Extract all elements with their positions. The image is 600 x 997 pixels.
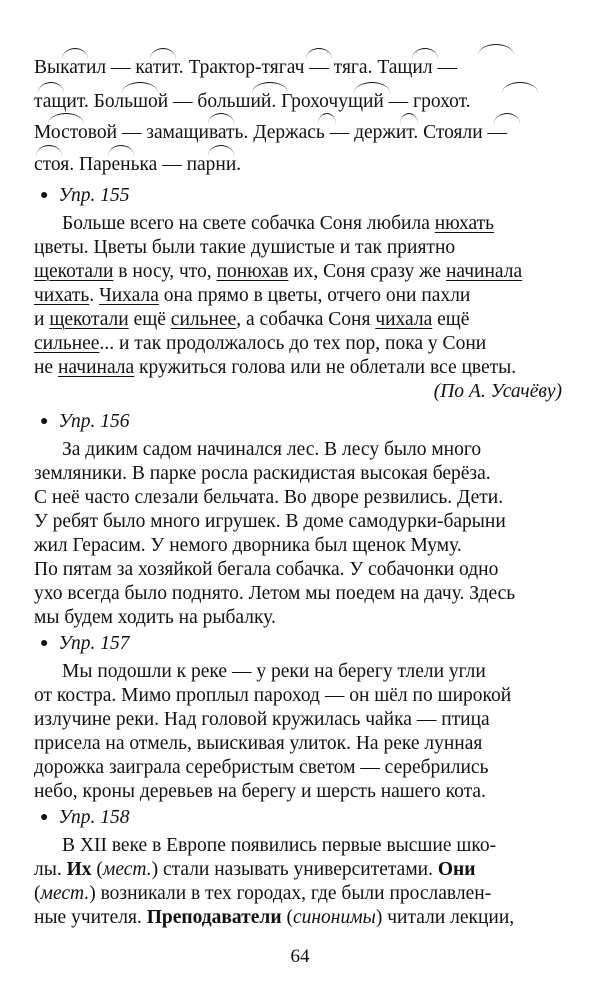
ex158-line-1: В XII веке в Европе появились первые высшие шко- [62, 835, 497, 856]
ex155-line-6: сильнее... и так продолжалось до тех пор, пока у Сони [34, 333, 487, 354]
stress-arc [38, 82, 64, 93]
ex158-line-4: ные учителя. Преподаватели (синонимы) читали лекции, [34, 907, 515, 928]
stress-arc [412, 48, 438, 59]
ex155-line-1: Больше всего на свете собачка Соня любила нюхать [62, 213, 495, 234]
stress-arc [306, 48, 332, 59]
ex158-line-3: (мест.) возникали в тех городах, где были прославлен- [34, 883, 492, 904]
stress-arc [354, 82, 390, 93]
exercise-157-label: ● Упр. 157 [40, 633, 130, 654]
stress-arc [252, 82, 288, 93]
ex156-line-1: За диким садом начинался лес. В лесу было много [62, 439, 482, 460]
ex157-line-6: небо, кроны деревьев на берегу и шерсть нашего кота. [34, 781, 486, 802]
ex156-line-4: У ребят было много игрушек. В доме самодурки-барыни [34, 511, 506, 532]
ex155-line-5: и щекотали ещё сильнее, а собачка Соня чихала ещё [34, 309, 470, 330]
stress-arc [48, 113, 84, 124]
intro-line-2: тащит. Большой — больший. Грохочущий — грохот. [34, 91, 471, 112]
stress-arc [494, 113, 520, 124]
ex155-line-7: не начинала кружиться голова или не облетали все цветы. [34, 357, 517, 378]
ex156-line-3: С неё часто слезали бельчата. Во дворе резвились. Дети. [34, 487, 504, 508]
exercise-158-label: ● Упр. 158 [40, 807, 130, 828]
ex155-line-4: чихать. Чихала она прямо в цветы, отчего они пахли [34, 285, 471, 306]
ex157-line-3: излучине реки. Над головой кружилась чайка — птица [34, 709, 490, 730]
intro-line-4: стоя. Паренька — парни. [34, 154, 242, 175]
ex155-source: (По А. Усачёву) [433, 381, 562, 402]
stress-arc [208, 113, 234, 124]
ex157-line-4: присела на отмель, выискивая улиток. На реке лунная [34, 733, 483, 754]
ex156-line-7: ухо всегда было поднято. Летом мы поедем на дачу. Здесь [34, 583, 516, 604]
ex156-line-5: жил Герасим. У немого дворника был щенок Муму. [34, 535, 462, 556]
stress-arc [122, 82, 158, 93]
stress-arc [36, 145, 62, 156]
ex155-line-3: щекотали в носу, что, понюхав их, Соня сразу же начинала [34, 261, 523, 282]
exercise-155-label: ● Упр. 155 [40, 185, 130, 206]
ex158-line-2: лы. Их (мест.) стали называть университетами. Они [34, 859, 476, 880]
ex156-line-2: земляники. В парке росла раскидистая высокая берёза. [34, 463, 491, 484]
page-number: 64 [290, 946, 310, 967]
stress-arc [400, 113, 418, 124]
stress-arc [62, 48, 88, 59]
ex157-line-1: Мы подошли к реке — у реки на берегу тлели угли [62, 661, 486, 682]
intro-line-1: Выкатил — катит. Трактор-тягач — тяга. Тащил — [34, 57, 457, 78]
ex157-line-5: дорожка заиграла серебристым светом — серебрились [34, 757, 489, 778]
intro-line-3: Мостовой — замащивать. Держась — держит. Стояли — [34, 122, 508, 143]
ex155-line-2: цветы. Цветы были такие душистые и так приятно [34, 237, 456, 258]
stress-arc [318, 113, 336, 124]
stress-arc [150, 48, 176, 59]
exercise-156-label: ● Упр. 156 [40, 411, 130, 432]
stress-arc [108, 145, 134, 156]
ex156-line-6: По пятам за хозяйкой бегала собачка. У собачонки одно [34, 559, 499, 580]
stress-arc [208, 145, 234, 156]
stress-arc [502, 82, 538, 93]
ex157-line-2: от костра. Мимо проплыл пароход — он шёл по широкой [34, 685, 512, 706]
ex156-line-8: мы будем ходить на рыбалку. [34, 607, 276, 628]
stress-arc [478, 44, 514, 55]
